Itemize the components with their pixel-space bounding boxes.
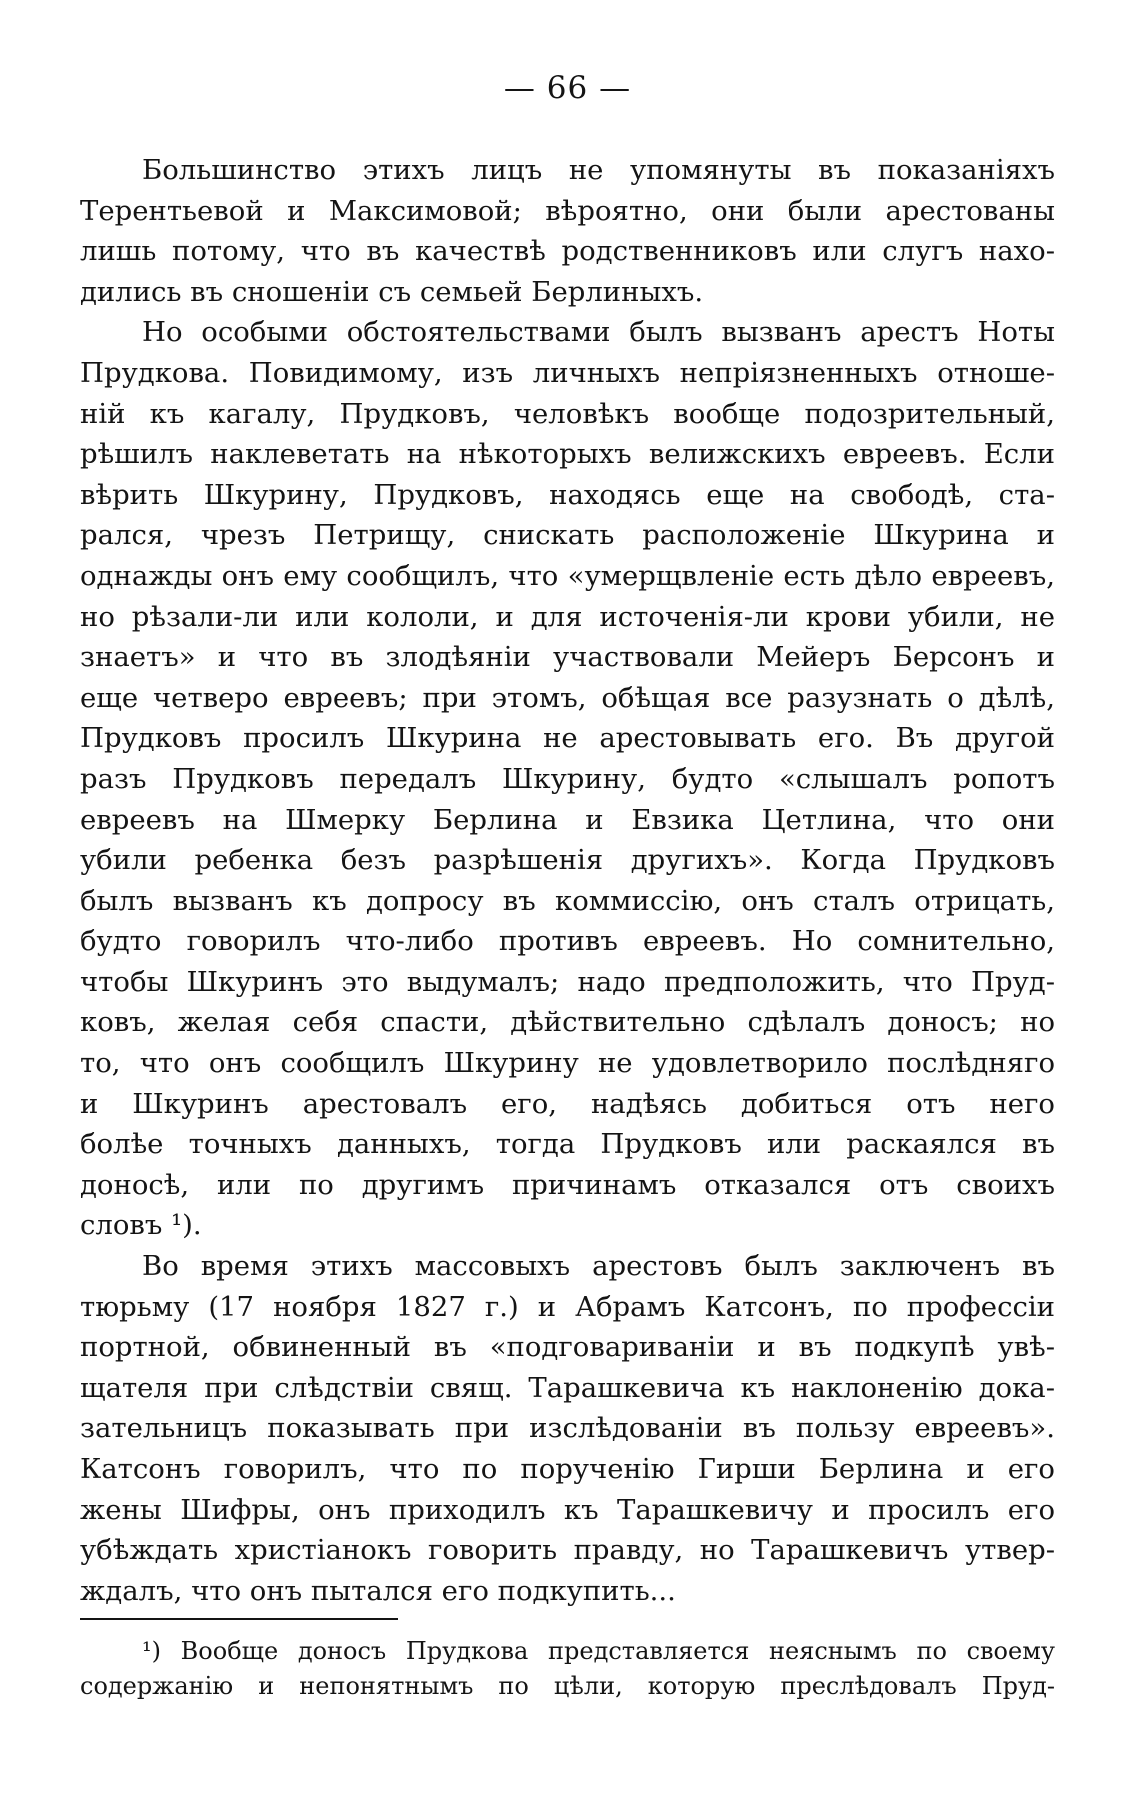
text-line: но рѣзали-ли или кололи, и для источенія-ли крови убили, не [80, 600, 1055, 633]
text-line: вѣрить Шкурину, Прудковъ, находясь еще на свободѣ, ста- [80, 478, 1055, 511]
text-line: Прудковъ просилъ Шкурина не арестовывать его. Въ другой [80, 722, 1055, 755]
text-line: Терентьевой и Максимовой; вѣроятно, они были арестованы [80, 194, 1055, 227]
paragraph-2 [80, 312, 1055, 1246]
text-line: ковъ, желая себя спасти, дѣйствительно сдѣлалъ доносъ; но [80, 1006, 1055, 1039]
book-page [80, 0, 1055, 1794]
text-line: зательницъ показывать при изслѣдованіи въ пользу евреевъ». [80, 1412, 1055, 1445]
text-line: тюрьму (17 ноября 1827 г.) и Абрамъ Катсонъ, по профессіи [80, 1290, 1055, 1323]
body-text [80, 150, 1055, 1611]
text-line: и Шкуринъ арестовалъ его, надѣясь добиться отъ него [80, 1087, 1055, 1120]
text-line: чтобы Шкуринъ это выдумалъ; надо предположить, что Пруд- [80, 965, 1055, 998]
text-line: евреевъ на Шмерку Берлина и Евзика Цетлина, что они [80, 803, 1055, 836]
text-line: однажды онъ ему сообщилъ, что «умерщвленіе есть дѣло евреевъ, [80, 559, 1055, 592]
text-line: разъ Прудковъ передалъ Шкурину, будто «слышалъ ропотъ [80, 762, 1055, 795]
text-line: ждалъ, что онъ пытался его подкупить... [80, 1574, 676, 1607]
footnote-line: ¹) Вообще доносъ Прудкова представляется неяснымъ по своему [142, 1637, 1055, 1665]
text-line: лишь потому, что въ качествѣ родственниковъ или слугъ нахо- [80, 235, 1055, 268]
page-number: — 66 — [503, 70, 632, 106]
footnote-divider [80, 1618, 398, 1620]
text-line-footnote-ref: словъ ¹). [80, 1209, 202, 1242]
text-line: Большинство этихъ лицъ не упомянуты въ показаніяхъ [142, 154, 1055, 186]
text-line: ній къ кагалу, Прудковъ, человѣкъ вообще подозрительный, [80, 397, 1055, 430]
text-line: то, что онъ сообщилъ Шкурину не удовлетворило послѣдняго [80, 1047, 1055, 1080]
paragraph-1 [80, 150, 1055, 312]
text-line: доносѣ, или по другимъ причинамъ отказался отъ своихъ [80, 1168, 1055, 1201]
text-line: Прудкова. Повидимому, изъ личныхъ непріязненныхъ отноше- [80, 356, 1055, 389]
text-line: былъ вызванъ къ допросу въ коммиссію, онъ сталъ отрицать, [80, 884, 1055, 917]
text-line: щателя при слѣдствіи свящ. Тарашкевича къ наклоненію дока- [80, 1371, 1055, 1404]
paragraph-3 [80, 1246, 1055, 1611]
text-line: знаетъ» и что въ злодѣяніи участвовали Мейеръ Берсонъ и [80, 641, 1055, 674]
text-line: жены Шифры, онъ приходилъ къ Тарашкевичу и просилъ его [80, 1493, 1055, 1526]
footnote [80, 1634, 1055, 1704]
text-line: Но особыми обстоятельствами былъ вызванъ арестъ Ноты [142, 316, 1055, 349]
text-line: будто говорилъ что-либо противъ евреевъ. Но сомнительно, [80, 925, 1055, 958]
text-line: рѣшилъ наклеветать на нѣкоторыхъ велижскихъ евреевъ. Если [80, 438, 1055, 471]
text-line: еще четверо евреевъ; при этомъ, обѣщая все разузнать о дѣлѣ, [80, 681, 1055, 714]
text-line: рался, чрезъ Петрищу, снискать расположеніе Шкурина и [80, 519, 1055, 552]
text-line: портной, обвиненный въ «подговариваніи и въ подкупѣ увѣ- [80, 1331, 1055, 1364]
text-line: Катсонъ говорилъ, что по порученію Гирши Берлина и его [80, 1453, 1055, 1485]
text-line: дились въ сношеніи съ семьей Берлиныхъ. [80, 275, 704, 308]
text-line: убили ребенка безъ разрѣшенія другихъ». Когда Прудковъ [80, 844, 1055, 877]
text-line: убѣждать христіанокъ говорить правду, но Тарашкевичъ утвер- [80, 1534, 1055, 1567]
text-line: Во время этихъ массовыхъ арестовъ былъ заключенъ въ [142, 1250, 1055, 1283]
footnote-line: содержанію и непонятнымъ по цѣли, которую преслѣдовалъ Пруд- [80, 1672, 1055, 1700]
text-line: болѣе точныхъ данныхъ, тогда Прудковъ или раскаялся въ [80, 1128, 1055, 1161]
